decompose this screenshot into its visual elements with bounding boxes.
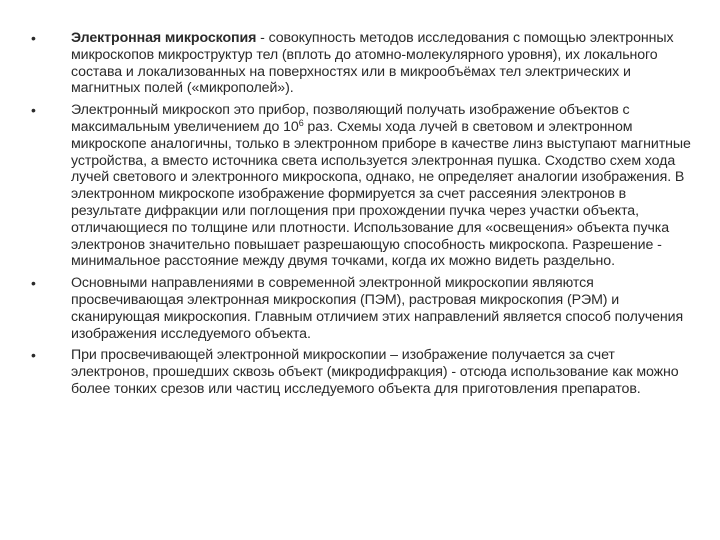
- bullet-item-definition: [31, 30, 691, 97]
- bullet-icon: •: [31, 275, 36, 292]
- definition-term: Электронная микроскопия: [71, 30, 257, 46]
- directions-text: Основными направлениями в современной электронной микроскопии являются просвечивающая электронная микроскопия (ПЭМ), растровая микроскопия (РЭМ) и сканирующая микроскопия. Главным отличием этих направлений является способ получения изображения исследуемого объекта.: [71, 275, 684, 342]
- bullet-list: [31, 30, 691, 403]
- bullet-item-directions: [31, 275, 691, 342]
- bullet-item-tem: [31, 347, 691, 397]
- bullet-icon: •: [31, 102, 36, 119]
- microscope-text-start: Электронный микроскоп это прибор, позволяющий получать изображение объектов с максимальным увеличением до 10: [71, 102, 630, 135]
- magnification-exponent: 6: [298, 117, 304, 128]
- bullet-icon: •: [31, 30, 36, 46]
- bullet-icon: •: [31, 347, 36, 364]
- tem-text: При просвечивающей электронной микроскопии – изображение получается за счет электронов, прошедших сквозь объект (микродифракция) - отсюда использование как можно более тонких срезов или частиц исследуемого объекта для приготовления препаратов.: [71, 347, 679, 397]
- microscope-text-end: раз. Схемы хода лучей в световом и электронном микроскопе аналогичны, только в электронном приборе в качестве линз выступают магнитные устройства, а вместо источника света используется электронная пушка. Сходство схем хода лучей светового и электронного микроскопа, однако, не определяет аналогии изображения. В электронном микроскопе изображение формируется за счет рассеяния электронов в результате дифракции или поглощения при прохождении пучка через участки объекта, отличающиеся по толщине или плотности. Использование для «освещения» объекта пучка электронов значительно повышает разрешающую способность микроскопа. Разрешение - минимальное расстояние между двумя точками, когда их можно видеть раздельно.: [71, 118, 691, 270]
- bullet-item-microscope: [31, 102, 691, 270]
- definition-text: - совокупность методов исследования с помощью электронных микроскопов микроструктур тел (вплоть до атомно-молекулярного уровня), их локального состава и локализованных на поверхностях или в микрообъёмах тел электрических и магнитных полей («микрополей»).: [71, 30, 674, 97]
